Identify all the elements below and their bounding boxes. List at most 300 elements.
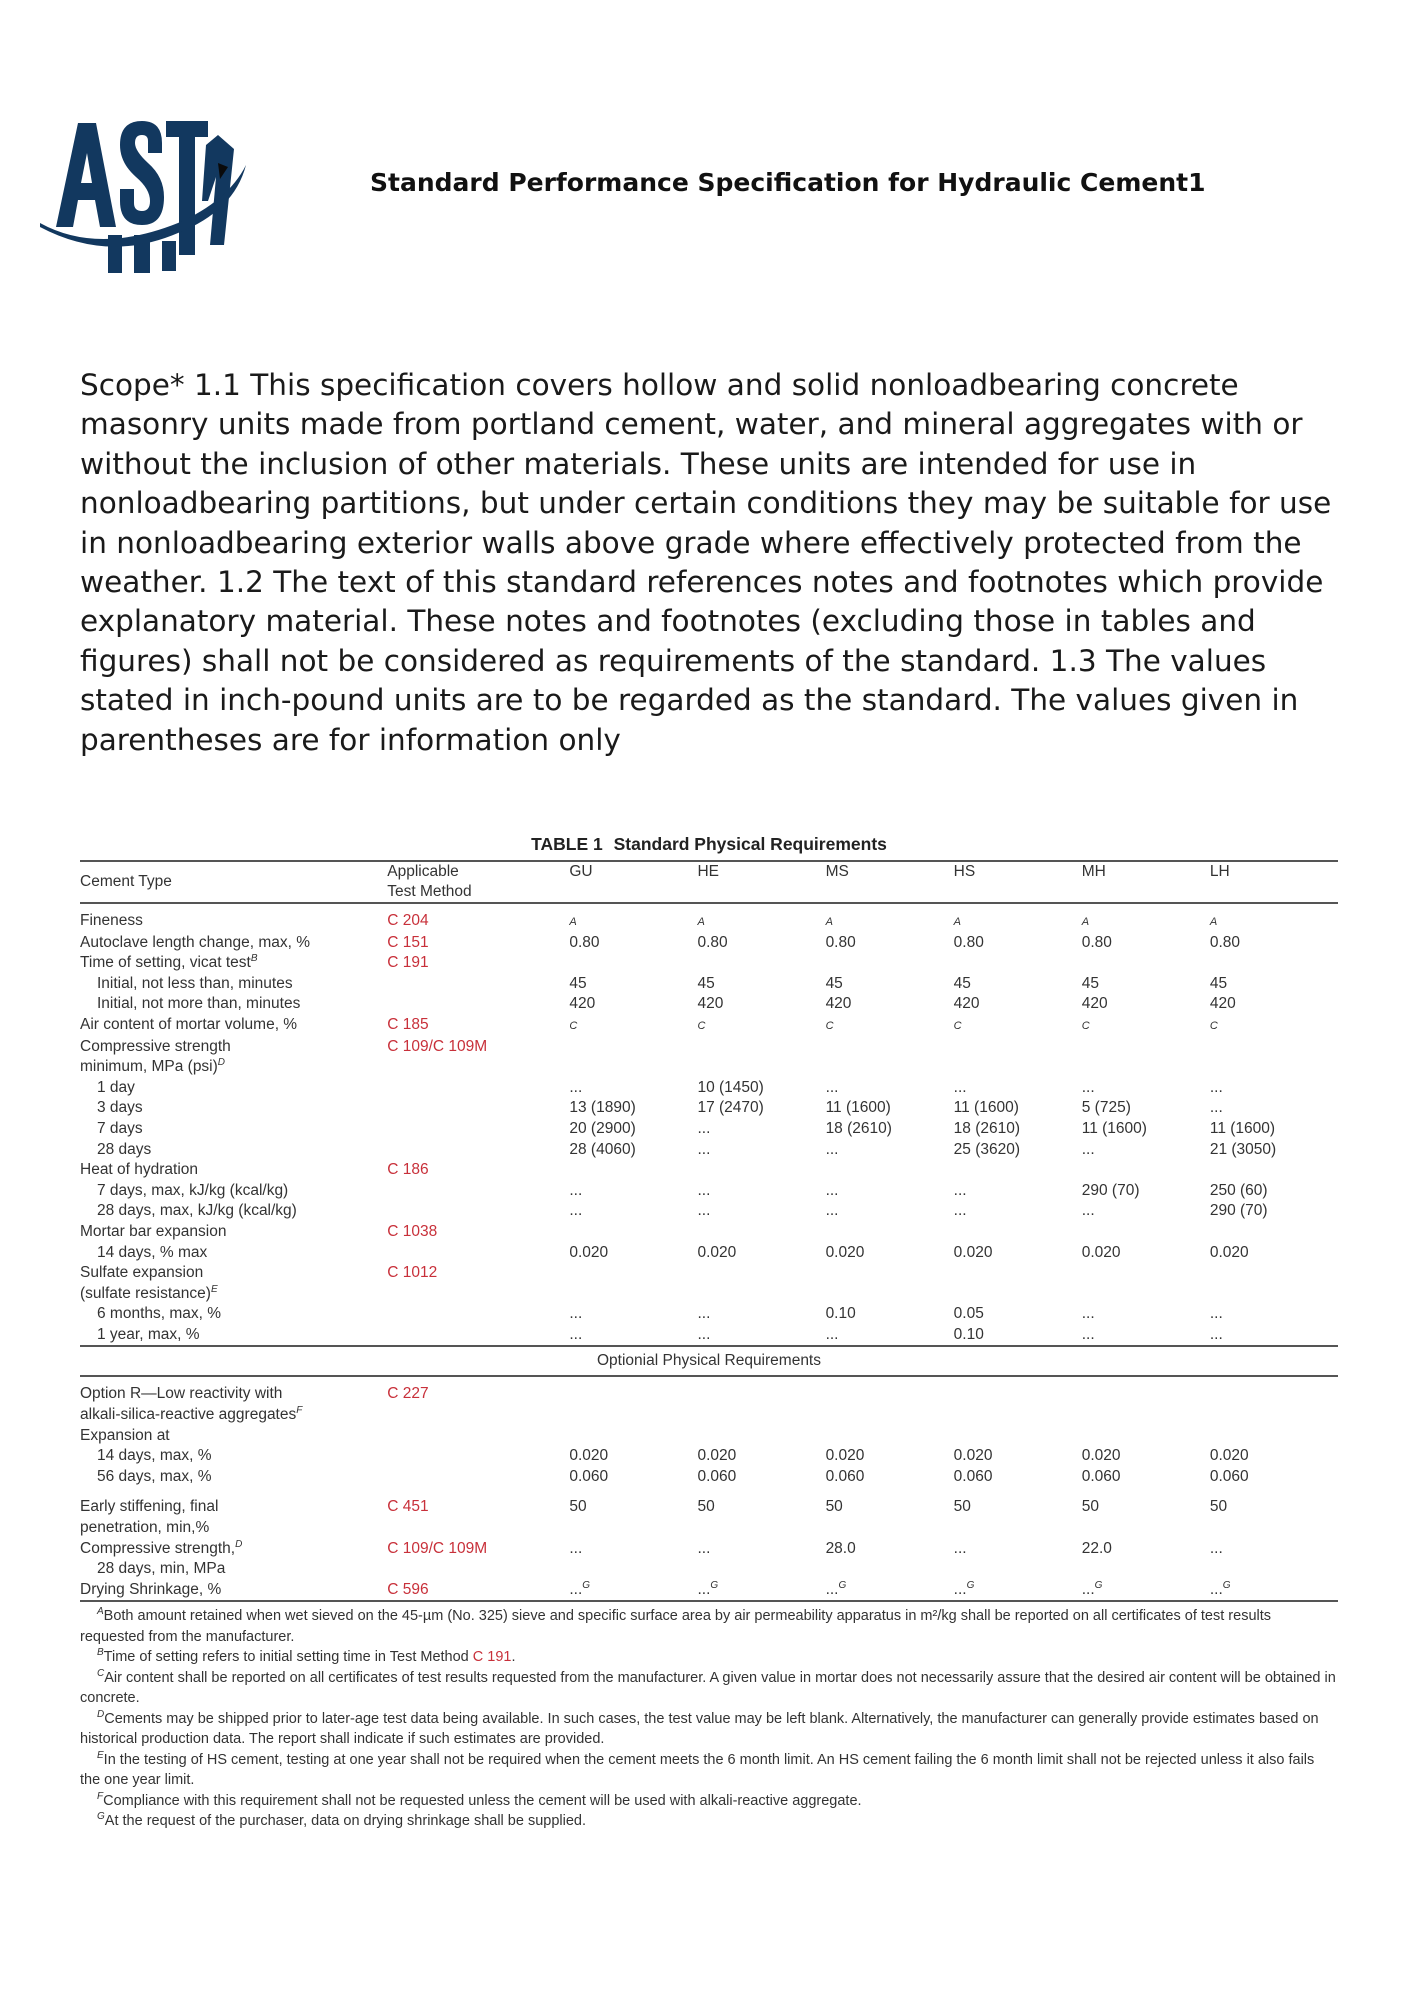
table-row	[80, 1467, 1338, 1488]
cell-value	[1210, 1518, 1338, 1539]
cell-value	[826, 1325, 954, 1347]
cell-value	[569, 1325, 697, 1347]
cell-value	[826, 1467, 954, 1488]
cell-value	[697, 1140, 825, 1161]
test-method	[387, 1304, 569, 1325]
footnote-mark: C	[953, 1019, 962, 1032]
cell-text: ...	[1081, 1078, 1095, 1096]
row-gap	[80, 1487, 1338, 1497]
requirements-table	[80, 862, 1338, 1600]
footnote-text: Compliance with this requirement shall not be requested unless the cement will be used with alkali-reactive aggregate.	[103, 1792, 862, 1809]
cell-value	[1210, 1015, 1338, 1037]
test-method	[387, 1559, 569, 1580]
cell-text: 0.020	[569, 1447, 609, 1465]
test-method	[387, 974, 569, 995]
scope-paragraph: Scope* 1.1 This specification covers hollow and solid nonloadbearing concrete masonry units made from portland cement, water, and mineral aggregates with or without the inclusion of other materials. These units are intended for use in nonloadbearing partitions, but under certain conditions they may be suitable for use in nonloadbearing exterior walls above grade where effectively protected from the weather. 1.2 The text of this standard references notes and footnotes which provide explanatory material. These notes and footnotes (excluding those in tables and figures) shall not be considered as requirements of the standard. 1.3 The values stated in inch-pound units are to be regarded as the standard. The values given in parentheses are for information only	[80, 368, 1332, 757]
cell-text: 0.80	[697, 933, 728, 951]
cell-value	[954, 1497, 1082, 1518]
cell-value	[1210, 1284, 1338, 1305]
cell-value	[1210, 1098, 1338, 1119]
row-label	[80, 1467, 387, 1488]
cell-value	[569, 1160, 697, 1181]
footnote-mark: E	[97, 1749, 104, 1761]
test-method: C 191	[387, 954, 429, 972]
cell-value	[1082, 1037, 1210, 1058]
row-label-text: Air content of mortar volume, %	[80, 1015, 298, 1033]
row-label	[80, 1559, 387, 1580]
cell-value	[1082, 1518, 1210, 1539]
row-label	[80, 1015, 387, 1037]
footnote-mark: A	[569, 916, 577, 928]
row-label-text: Sulfate expansion	[80, 1264, 204, 1282]
cell-text: 0.020	[1081, 1243, 1121, 1261]
cell-value	[697, 1222, 825, 1243]
cell-text: ...	[697, 1305, 711, 1323]
footnote-text: Time of setting refers to initial setting time in Test Method	[103, 1649, 473, 1666]
row-label-text: Initial, not less than, minutes	[97, 974, 293, 992]
footnote-text: Cements may be shipped prior to later-age test data being available. In such cases, the test value may be left blank. Alternatively, the manufacturer can generally provide estimates based on historical production data. The report shall indicate if such estimates are provided.	[80, 1710, 1319, 1748]
cell-value	[954, 1539, 1082, 1560]
cell-text: 45	[569, 974, 587, 992]
table-row	[80, 1518, 1338, 1539]
cell-text: 0.10	[825, 1305, 856, 1323]
cell-text: ...	[697, 1119, 711, 1137]
cell-value	[569, 1140, 697, 1161]
footnote-mark: C	[825, 1019, 834, 1032]
cell-value	[569, 1181, 697, 1202]
footnote	[80, 1791, 1338, 1812]
cell-text: 0.060	[1209, 1467, 1249, 1485]
cell-value	[697, 1015, 825, 1037]
row-label-text: Compressive strength,	[80, 1539, 236, 1557]
cell-text: ...	[697, 1580, 711, 1598]
cell-text: 250 (60)	[1209, 1181, 1268, 1199]
footnote-text: In the testing of HS cement, testing at one year shall not be required when the cement meets the 6 month limit. An HS cement failing the 6 month limit shall not be rejected unless it also fails the one year limit.	[80, 1751, 1315, 1789]
header-type-mh: MH	[1081, 863, 1106, 880]
header-type-hs: HS	[953, 863, 976, 880]
table-caption-text: Standard Physical Requirements	[613, 834, 887, 854]
cell-value	[826, 974, 954, 995]
cell-value	[954, 974, 1082, 995]
cell-text: ...	[1081, 1580, 1095, 1598]
cell-text: ...	[1081, 1325, 1095, 1343]
cell-value	[954, 1037, 1082, 1058]
cell-value	[826, 1078, 954, 1099]
cell-text: ...	[1081, 1202, 1095, 1220]
cell-text: 0.020	[1209, 1243, 1249, 1261]
table-row	[80, 974, 1338, 995]
table-row	[80, 1015, 1338, 1037]
cell-value	[697, 1201, 825, 1222]
cell-value	[954, 1580, 1082, 1601]
row-label-text: 28 days, min, MPa	[97, 1560, 226, 1578]
footnote-mark: B	[97, 1647, 104, 1659]
cell-value	[1082, 1222, 1210, 1243]
cell-value	[697, 1405, 825, 1426]
cell-value	[1082, 1539, 1210, 1560]
cell-value	[1082, 1325, 1210, 1347]
cell-value	[954, 1160, 1082, 1181]
cell-value	[1082, 1284, 1210, 1305]
header-cement-type: Cement Type	[80, 873, 172, 890]
cell-value	[569, 1243, 697, 1264]
cell-text: ...	[569, 1202, 583, 1220]
row-label	[80, 1263, 387, 1284]
row-label	[80, 1119, 387, 1140]
footnote-text: Air content shall be reported on all certificates of test results requested from the manufacturer. A given value in mortar does not necessarily assure that the desired air content will be obtained in concrete.	[80, 1669, 1336, 1707]
cell-value	[1210, 1201, 1338, 1222]
cell-value	[1082, 1304, 1210, 1325]
cell-value	[569, 974, 697, 995]
cell-text: 45	[1209, 974, 1228, 992]
footnote	[80, 1709, 1338, 1750]
cell-text: ...	[825, 1078, 839, 1096]
table-row	[80, 1098, 1338, 1119]
cell-value	[697, 1304, 825, 1325]
cell-value	[954, 1446, 1082, 1467]
cell-text: 420	[953, 995, 980, 1013]
footnote-text-end: .	[511, 1649, 516, 1666]
cell-value	[826, 1497, 954, 1518]
test-method: C 451	[387, 1498, 429, 1516]
cell-text: 11 (1600)	[1209, 1119, 1276, 1137]
cell-value	[569, 1580, 697, 1601]
footnote-mark: F	[97, 1790, 104, 1802]
cell-value	[954, 1201, 1082, 1222]
cell-text: ...	[953, 1078, 967, 1096]
cell-value	[1082, 933, 1210, 954]
footnote-reference: C 191	[472, 1649, 512, 1666]
cell-value	[826, 1263, 954, 1284]
cell-text: 18 (2610)	[953, 1119, 1021, 1137]
cell-text: 50	[953, 1498, 971, 1516]
test-method: C 151	[387, 933, 429, 951]
cell-value	[697, 1119, 825, 1140]
row-label	[80, 1446, 387, 1467]
table-row	[80, 1160, 1338, 1181]
table-row	[80, 1376, 1338, 1405]
test-method: C 1038	[387, 1222, 438, 1240]
footnote-mark: E	[210, 1283, 218, 1295]
footnote-mark: A	[1209, 916, 1218, 928]
cell-text: 45	[953, 974, 971, 992]
cell-text: 420	[825, 995, 852, 1013]
cell-text: 0.020	[1209, 1447, 1249, 1465]
row-label-text: Autoclave length change, max, %	[80, 933, 311, 951]
row-label-text: Compressive strength	[80, 1037, 231, 1055]
cell-value	[1082, 1376, 1210, 1405]
optional-heading-body	[80, 1346, 1338, 1376]
cell-text: 17 (2470)	[697, 1099, 764, 1117]
cell-text: ...	[569, 1580, 583, 1598]
row-label-text: 28 days	[97, 1140, 152, 1158]
cell-value	[954, 1559, 1082, 1580]
cell-value	[569, 1015, 697, 1037]
cell-value	[954, 1181, 1082, 1202]
cell-value	[826, 933, 954, 954]
optional-heading: Optionial Physical Requirements	[80, 1346, 1338, 1376]
cell-value	[1210, 1325, 1338, 1347]
cell-value	[826, 1181, 954, 1202]
cell-value	[954, 1304, 1082, 1325]
cell-value	[697, 974, 825, 995]
row-label	[80, 1304, 387, 1325]
cell-text: ...	[569, 1305, 583, 1323]
footnote-mark: D	[97, 1708, 105, 1720]
test-method	[387, 1181, 569, 1202]
cell-text: 45	[825, 974, 843, 992]
header-test-method-line2: Test Method	[387, 883, 472, 900]
cell-text: 0.020	[825, 1447, 865, 1465]
test-method: C 109/C 109M	[387, 1539, 488, 1557]
footnote-mark: D	[217, 1057, 226, 1069]
row-label	[80, 1078, 387, 1099]
cell-value	[954, 1467, 1082, 1488]
footnote-mark: A	[97, 1606, 104, 1618]
cell-value	[569, 1497, 697, 1518]
document-title: Standard Performance Specification for Hydraulic Cement1	[370, 168, 1206, 197]
cell-value	[1082, 1015, 1210, 1037]
cell-value	[569, 1467, 697, 1488]
cell-value	[826, 1580, 954, 1601]
test-method	[387, 1078, 569, 1099]
cell-value	[697, 1263, 825, 1284]
cell-text: 45	[1081, 974, 1099, 992]
cell-value	[1082, 1181, 1210, 1202]
table-row	[80, 1222, 1338, 1243]
cell-text: 11 (1600)	[825, 1099, 891, 1117]
cell-text: 0.80	[1081, 933, 1112, 951]
row-label-text: 28 days, max, kJ/kg (kcal/kg)	[97, 1202, 297, 1220]
optional-heading-row	[80, 1346, 1338, 1376]
cell-value	[1082, 1078, 1210, 1099]
cell-value	[1210, 1140, 1338, 1161]
cell-value	[569, 1304, 697, 1325]
cell-text: 0.020	[1081, 1447, 1121, 1465]
cell-value	[826, 1559, 954, 1580]
test-method	[387, 1446, 569, 1467]
cell-value	[826, 1057, 954, 1078]
test-method	[387, 1325, 569, 1347]
cell-value	[1210, 1426, 1338, 1447]
cell-value	[697, 1098, 825, 1119]
test-method	[387, 1140, 569, 1161]
cell-text: 0.80	[953, 933, 984, 951]
cell-text: ...	[953, 1580, 967, 1598]
table-row	[80, 1497, 1338, 1518]
footnote-mark: A	[697, 916, 705, 928]
standard-requirements-body	[80, 903, 1338, 1346]
cell-value	[697, 1284, 825, 1305]
footnote	[80, 1647, 1338, 1668]
cell-value	[1210, 1559, 1338, 1580]
cell-text: ...	[953, 1202, 967, 1220]
cell-value	[1210, 1078, 1338, 1099]
cell-value	[954, 903, 1082, 933]
header-type-gu: GU	[569, 863, 593, 880]
row-label	[80, 1376, 387, 1405]
cell-value	[697, 1446, 825, 1467]
cell-value	[697, 1467, 825, 1488]
cell-value	[1082, 1446, 1210, 1467]
row-label-text: 3 days	[97, 1099, 143, 1117]
cell-value	[569, 1446, 697, 1467]
cell-value	[826, 1539, 954, 1560]
cell-value	[1210, 1467, 1338, 1488]
table-row	[80, 1201, 1338, 1222]
cell-value	[1210, 1263, 1338, 1284]
cell-text: 50	[825, 1498, 843, 1516]
table-row	[80, 1405, 1338, 1426]
cell-value	[1210, 1304, 1338, 1325]
row-label	[80, 1580, 387, 1601]
cell-text: 28.0	[825, 1539, 856, 1557]
cell-value	[826, 1243, 954, 1264]
test-method	[387, 1119, 569, 1140]
row-label	[80, 1539, 387, 1560]
header-type-ms: MS	[825, 863, 849, 880]
row-label-text: Early stiffening, final	[80, 1498, 219, 1516]
cell-value	[697, 953, 825, 974]
cell-text: 11 (1600)	[953, 1099, 1019, 1117]
test-method	[387, 1243, 569, 1264]
cell-text: 50	[569, 1498, 587, 1516]
row-label	[80, 1325, 387, 1347]
cell-text: 45	[697, 974, 715, 992]
test-method: C 186	[387, 1161, 429, 1179]
cell-value	[1210, 1446, 1338, 1467]
cell-value	[1210, 1037, 1338, 1058]
table-header-row	[80, 862, 1338, 903]
test-method: C 204	[387, 912, 429, 929]
table-row	[80, 1140, 1338, 1161]
row-label	[80, 1057, 387, 1078]
cell-text: ...	[825, 1140, 839, 1158]
cell-value	[826, 1201, 954, 1222]
row-label-text: 14 days, % max	[97, 1243, 208, 1261]
row-label-text: Time of setting, vicat test	[80, 954, 251, 972]
cell-value	[697, 1057, 825, 1078]
test-method	[387, 1057, 569, 1078]
test-method	[387, 1098, 569, 1119]
cell-value	[569, 1539, 697, 1560]
cell-value	[954, 1140, 1082, 1161]
cell-value	[569, 1426, 697, 1447]
cell-text: ...	[953, 1181, 967, 1199]
table-row	[80, 1539, 1338, 1560]
cell-value	[697, 1181, 825, 1202]
cell-value	[1082, 1405, 1210, 1426]
cell-text: ...	[569, 1539, 583, 1557]
physical-requirements-table-block	[80, 834, 1338, 1832]
table-caption	[80, 834, 1338, 858]
cell-value	[569, 903, 697, 933]
optional-requirements-body	[80, 1376, 1338, 1600]
cell-value	[826, 1015, 954, 1037]
cell-value	[569, 1098, 697, 1119]
cell-value	[1082, 1243, 1210, 1264]
footnote-mark: G	[97, 1811, 105, 1823]
row-label	[80, 1037, 387, 1058]
cell-text: ...	[697, 1325, 711, 1343]
cell-text: 0.060	[825, 1467, 865, 1485]
row-label	[80, 994, 387, 1015]
cell-text: ...	[569, 1078, 583, 1096]
test-method	[387, 1284, 569, 1305]
cell-value	[1082, 994, 1210, 1015]
cell-text: ...	[697, 1202, 711, 1220]
cell-value	[1082, 1580, 1210, 1601]
table-row	[80, 953, 1338, 974]
table-row	[80, 1426, 1338, 1447]
cell-value	[697, 1518, 825, 1539]
row-label-text: Drying Shrinkage, %	[80, 1580, 222, 1598]
cell-text: 0.020	[697, 1447, 737, 1465]
cell-value	[954, 1078, 1082, 1099]
row-label	[80, 953, 387, 974]
row-label	[80, 1405, 387, 1426]
row-label-text: Expansion at	[80, 1426, 170, 1444]
cell-value	[1082, 1559, 1210, 1580]
header-test-method-line1: Applicable	[387, 863, 459, 880]
cell-value	[826, 1037, 954, 1058]
cell-text: 0.020	[953, 1243, 993, 1261]
cell-text: 25 (3620)	[953, 1140, 1021, 1158]
cell-value	[1210, 1057, 1338, 1078]
table-row	[80, 1181, 1338, 1202]
cell-text: ...	[825, 1181, 839, 1199]
cell-value	[569, 953, 697, 974]
cell-text: ...	[1209, 1325, 1223, 1343]
row-label	[80, 1222, 387, 1243]
test-method: C 596	[387, 1580, 429, 1598]
cell-value	[826, 1098, 954, 1119]
table-row	[80, 1559, 1338, 1580]
cell-value	[569, 1559, 697, 1580]
table-row	[80, 1284, 1338, 1305]
cell-value	[569, 1078, 697, 1099]
cell-text: 5 (725)	[1081, 1099, 1131, 1117]
cell-value	[954, 1057, 1082, 1078]
test-method: C 227	[387, 1385, 429, 1403]
cell-text: 0.10	[953, 1325, 984, 1343]
row-label-text: Initial, not more than, minutes	[97, 995, 301, 1013]
cell-value	[1082, 953, 1210, 974]
cell-value	[569, 1518, 697, 1539]
test-method	[387, 994, 569, 1015]
cell-value	[1082, 1497, 1210, 1518]
cell-value	[697, 1539, 825, 1560]
cell-value	[569, 1284, 697, 1305]
cell-value	[954, 1376, 1082, 1405]
table-row	[80, 994, 1338, 1015]
footnote-mark: A	[825, 916, 833, 928]
test-method: C 185	[387, 1015, 429, 1033]
test-method	[387, 1405, 569, 1426]
cell-value	[1210, 1119, 1338, 1140]
row-label	[80, 1243, 387, 1264]
cell-value	[1210, 1539, 1338, 1560]
table-row	[80, 903, 1338, 933]
footnote-mark: G	[710, 1579, 719, 1591]
test-method	[387, 1201, 569, 1222]
row-label	[80, 1098, 387, 1119]
cell-value	[1082, 1160, 1210, 1181]
row-label	[80, 933, 387, 954]
cell-text: 22.0	[1081, 1539, 1112, 1557]
cell-value	[569, 1057, 697, 1078]
footnote-mark: F	[296, 1405, 303, 1417]
